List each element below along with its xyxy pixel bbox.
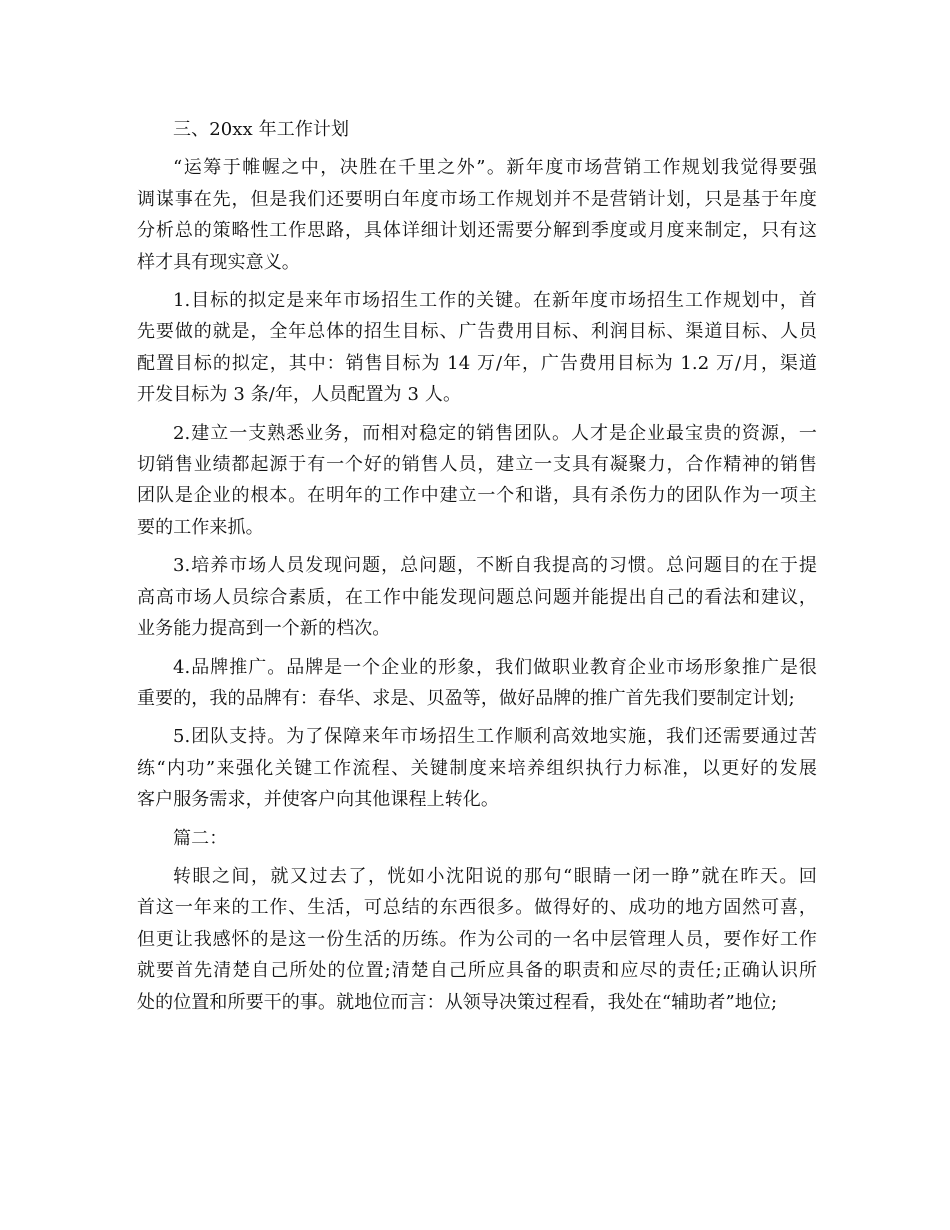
paragraph-heading-three [137,114,817,145]
text-line: “运筹于帷幄之中，决胜在千里之外”。新年度市场营销工作规划我觉得要强 [173,157,817,179]
text-line: 开发目标为 3 条/年，人员配置为 3 人。 [137,384,462,406]
text-line: 业务能力提高到一个新的档次。 [137,618,391,640]
paragraph-intro [137,152,817,278]
text-line: 5.团队支持。为了保障来年市场招生工作顺利高效地实施，我们还需要通过苦 [173,726,817,748]
paragraph-item-3 [137,550,817,644]
text-line: 三、20xx 年工作计划 [173,119,350,140]
paragraph-item-2 [137,418,817,544]
text-line: 1.目标的拟定是来年市场招生工作的关键。在新年度市场招生工作规划中，首 [173,290,817,312]
text-line: 2.建立一支熟悉业务，而相对稳定的销售团队。人才是企业最宝贵的资源，一 [173,422,817,444]
text-line: 练“内功”来强化关键工作流程、关键制度来培养组织执行力标准，以更好的发展 [137,757,817,779]
text-line: 篇二： [173,827,228,849]
text-line: 但更让我感怀的是这一份生活的历练。作为公司的一名中层管理人员，要作好工作 [137,928,817,950]
text-line: 样才具有现实意义。 [137,251,300,273]
text-line: 3.培养市场人员发现问题，总问题，不断自我提高的习惯。总问题目的在于提 [173,555,817,577]
paragraph-part-two [137,823,817,854]
paragraph-item-1 [137,285,817,411]
text-line: 4.品牌推广。品牌是一个企业的形象，我们做职业教育企业市场形象推广是很 [173,656,817,678]
text-line: 转眼之间，就又过去了，恍如小沈阳说的那句“眼睛一闭一睁”就在昨天。回 [173,865,817,887]
text-line: 重要的，我的品牌有：春华、求是、贝盈等，做好品牌的推广首先我们要制定计划; [137,687,795,709]
text-line: 团队是企业的根本。在明年的工作中建立一个和谐，具有杀伤力的团队作为一项主 [137,485,817,507]
text-line: 调谋事在先，但是我们还要明白年度市场工作规划并不是营销计划，只是基于年度 [137,188,817,210]
text-line: 配置目标的拟定，其中：销售目标为 14 万/年，广告费用目标为 1.2 万/月，渠道 [137,352,817,374]
text-line: 要的工作来抓。 [137,516,264,538]
text-line: 就要首先清楚自己所处的位置;清楚自己所应具备的职责和应尽的责任;正确认识所 [137,960,817,982]
text-line: 首这一年来的工作、生活，可总结的东西很多。做得好的、成功的地方固然可喜， [137,897,817,919]
text-line: 分析总的策略性工作思路，具体详细计划还需要分解到季度或月度来制定，只有这 [137,220,817,242]
text-line: 处的位置和所要干的事。就地位而言：从领导决策过程看，我处在“辅助者”地位; [137,991,778,1013]
text-line: 切销售业绩都起源于有一个好的销售人员，建立一支具有凝聚力，合作精神的销售 [137,454,817,476]
paragraph-item-4 [137,652,817,715]
text-line: 客户服务需求，并使客户向其他课程上转化。 [137,789,499,811]
text-line: 先要做的就是，全年总体的招生目标、广告费用目标、利润目标、渠道目标、人员 [137,321,817,343]
text-line: 高高市场人员综合素质，在工作中能发现问题总问题并能提出自己的看法和建议， [137,586,817,608]
document-body [137,114,817,1025]
paragraph-part-two-body [137,861,817,1018]
paragraph-item-5 [137,721,817,815]
